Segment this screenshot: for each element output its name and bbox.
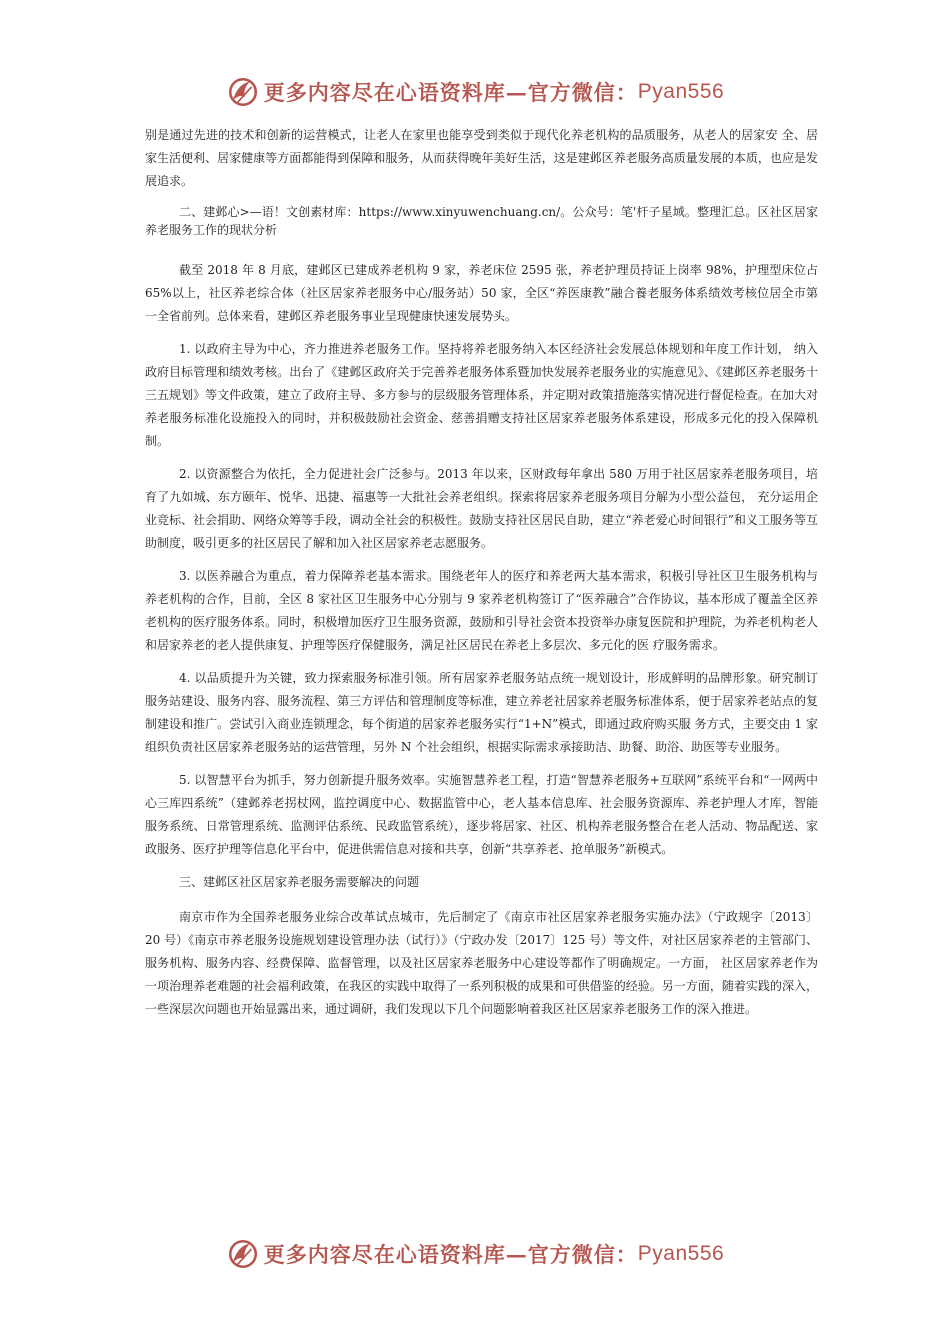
paragraph-problems: 南京市作为全国养老服务业综合改革试点城市，先后制定了《南京市社区居家养老服务实施办法》（宁政规字〔2013〕20 号）《南京市养老服务设施规划建设管理办法（试行）》（宁政办发〔2017〕125 号）等文件，对社区居家养老的主管部门、服务机构、服务内容、经费保障、监督管理，以及社区居家养老服务中心建设等都作了明确规定。一方面， 社区居家养老作为一项治理养老难题的社会福利政策，在我区的实践中取得了一系列积极的成果和可供借鉴的经验。另一方面，随着实践的深入，一些深层次问题也开始显露出来，通过调研，我们发现以下几个问题影响着我区社区居家养老服务工作的深入推进。 — [145, 910, 818, 1016]
swirl-logo-icon — [226, 1237, 260, 1271]
banner-wechat-id: Pyan556 — [637, 1242, 725, 1265]
paragraph-item-3: 3. 以医养融合为重点，着力保障养老基本需求。围绕老年人的医疗和养老两大基本需求，积极引导社区卫生服务机构与养老机构的合作，目前，全区 8 家社区卫生服务中心分别与 9 家养老机构签订了“医养融合”合作协议，基本形成了覆盖全区养老机构的医疗服务体系。同时，积极增加医疗卫生服务资源，鼓励和引导社会资本投资举办康复医院和护理院，为养老机构老人和居家养老的老人提供康复、护理等医疗保健服务，满足社区居民在养老上多层次、多元化的医 疗服务需求。 — [145, 569, 818, 652]
paragraph-status: 截至 2018 年 8 月底，建邺区已建成养老机构 9 家，养老床位 2595 张，养老护理员持证上岗率 98%，护理型床位占 65%以上，社区养老综合体（社区居家养老服务中心/服务站）50 家，全区“养医康教”融合養老服务体系绩效考核位居全市第一全省前列。总体来看，建邺区养老服务事业呈现健康快速发展势头。 — [145, 263, 818, 323]
banner-wechat-id: Pyan556 — [637, 80, 725, 103]
section-heading-2: 二、建邺心>—语！文创素材库：https://www.xinyuwenchuang.cn/。公众号：笔'杆子星域。整理汇总。区社区居家养老服务工作的现状分析 — [145, 205, 818, 237]
paragraph-item-5: 5. 以智慧平台为抓手，努力创新提升服务效率。实施智慧养老工程，打造“智慧养老服务+互联网”系统平台和“一网两中心三库四系统”（建邺养老拐杖网，监控调度中心、数据监管中心，老人基本信息库、社会服务资源库、养老护理人才库，智能服务系统、日常管理系统、监测评估系统、民政监管系统），逐步将居家、社区、机构养老服务整合在老人活动、物品配送、家政服务、医疗护理等信息化平台中，促进供需信息对接和共享，创新“共享养老、抢单服务”新模式。 — [145, 773, 818, 856]
document-body — [145, 124, 818, 1031]
paragraph-item-1: 1. 以政府主导为中心，齐力推进养老服务工作。坚持将养老服务纳入本区经济社会发展总体规划和年度工作计划， 纳入政府目标管理和绩效考核。出台了《建邺区政府关于完善养老服务体系暨加快发展养老服务业的实施意见》、《建邺区养老服务十三五规划》等文件政策，建立了政府主导、多方参与的层级服务管理体系，并定期对政策措施落实情况进行督促检查。在加大对养老服务标准化设施投入的同时，并积极鼓励社会资金、慈善捐赠支持社区居家养老服务体系建设，形成多元化的投入保障机制。 — [145, 342, 818, 448]
footer-watermark-banner — [0, 1234, 950, 1274]
swirl-logo-icon — [226, 75, 260, 109]
header-watermark-banner — [0, 72, 950, 112]
paragraph-item-4: 4. 以品质提升为关键，致力探索服务标准引领。所有居家养老服务站点统一规划设计，形成鲜明的品牌形象。研究制订服务站建设、服务内容、服务流程、第三方评估和管理制度等标准，建立养老社居家养老服务标准体系，便于居家养老站点的复制建设和推广。尝试引入商业连锁理念，每个街道的居家养老服务实行“1+N”模式，即通过政府购买服 务方式，主要交由 1 家组织负责社区居家养老服务站的运营管理，另外 N 个社会组织，根据实际需求承接助洁、助餐、助浴、助医等专业服务。 — [145, 671, 818, 754]
banner-text: 更多内容尽在心语资料库—官方微信： — [263, 80, 638, 105]
paragraph-continued: 别是通过先进的技术和创新的运营模式，让老人在家里也能享受到类似于现代化养老机构的品质服务，从老人的居家安 全、居家生活便利、居家健康等方面都能得到保障和服务，从而获得晚年美好生活，这是建邺区养老服务高质量发展的本质，也应是发展追求。 — [145, 128, 818, 188]
banner-text: 更多内容尽在心语资料库—官方微信： — [263, 1242, 638, 1267]
paragraph-item-2: 2. 以资源整合为依托，全力促进社会广泛参与。2013 年以来，区财政每年拿出 580 万用于社区居家养老服务项目，培育了九如城、东方颐年、悦华、迅捷、福惠等一大批社会养老组织。探索将居家养老服务项目分解为小型公益包， 充分运用企业竞标、社会捐助、网络众筹等手段，调动全社会的积极性。鼓励支持社区居民自助，建立“养老爱心时间银行”和义工服务等互助制度，吸引更多的社区居民了解和加入社区居家养老志愿服务。 — [145, 467, 818, 550]
section-heading-3: 三、建邺区社区居家养老服务需要解决的问题 — [179, 875, 420, 889]
